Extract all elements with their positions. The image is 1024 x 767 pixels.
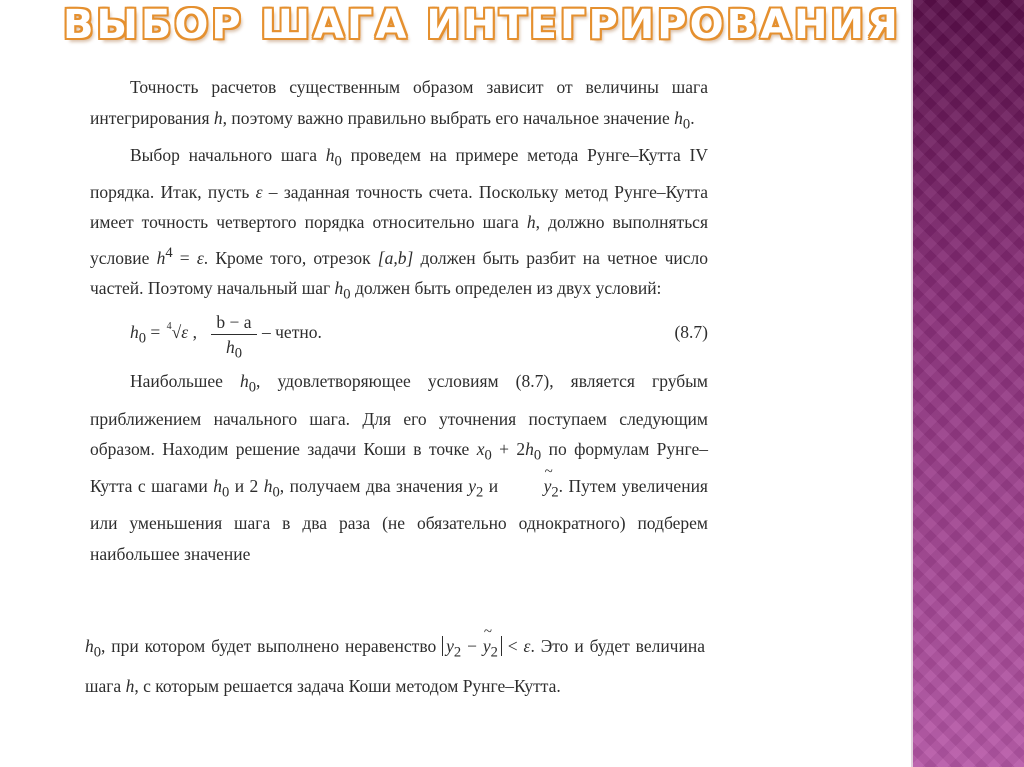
- formula-8-7: [90, 312, 708, 362]
- document-scan-lower: [85, 630, 705, 703]
- paragraph-1: Точность расчетов существенным образом зависит от величины шага интегрирования h, поэтому важно правильно выбрать его начальное значение $h_0$.: [90, 77, 708, 133]
- paragraph-2: Выбор начального шага $h_0$ проведем на примере метода Рунге–Кутта IV порядка. Итак, пусть ε – заданная точность счета. Поскольку метод Рунге–Кутта имеет точность четвертого порядка относительно шага h, должно выполняться условие $h^4 = \varepsilon$. Кроме того, отрезок [a,b] должен быть разбит на четное число частей. Поэтому начальный шаг $h_0$ должен быть определен из двух условий:: [90, 144, 708, 303]
- decorative-sidebar: [913, 0, 1024, 767]
- formula-condition: – четно.: [262, 322, 322, 343]
- slide-title: ВЫБОР ШАГА ИНТЕГРИРОВАНИЯ: [63, 2, 901, 48]
- paragraph-3: Наибольшее $h_0$, удовлетворяющее условиям (8.7), является грубым приближением начального шага. Для его уточнения поступаем следующим образом. Находим решение задачи Коши в точке $x_0 + 2h_0$ по формулам Рунге–Кутта с шагами $h_0$ и 2 $h_0$, получаем два значения $y_2$ и ~ $y_2$. Путем увеличения или уменьшения шага в два раза (не обязательно однократного) подберем наибольшее значение: [90, 366, 708, 569]
- document-scan-upper: [90, 72, 708, 570]
- absolute-value-expression: $y_2$ − ~ $y_2$: [442, 636, 502, 656]
- fraction-denominator: $h_0$: [225, 337, 243, 362]
- fraction-numerator: b − a: [211, 310, 257, 335]
- equation-number: (8.7): [674, 322, 708, 343]
- fourth-root-symbol: $^4$√ε: [166, 320, 189, 343]
- paragraph-4: $h_0$, при котором будет выполнено неравенство $y_2$ − ~ $y_2 < \varepsilon$. Это и будет величина шага h, с которым решается задача Коши методом Рунге–Кутта.: [85, 630, 705, 703]
- formula-fraction: [211, 310, 257, 366]
- y-tilde: ~ y: [504, 471, 552, 502]
- formula-lhs: $h_0 = ^4√\varepsilon$ ,: [130, 320, 197, 347]
